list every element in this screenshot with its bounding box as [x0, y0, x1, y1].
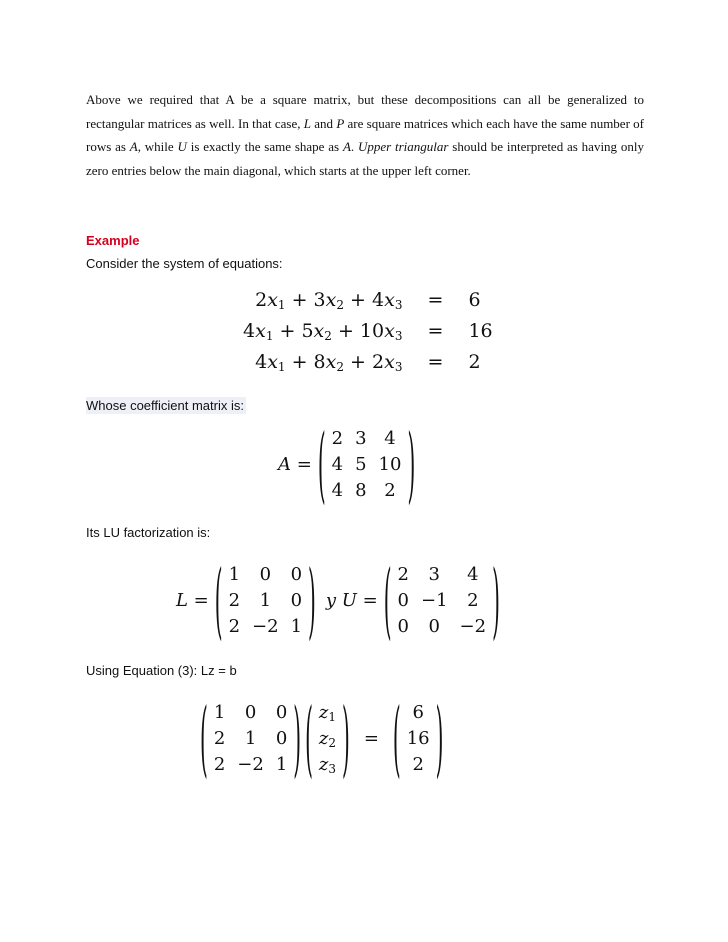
variable: $x_3$	[384, 350, 403, 374]
using-equation-caption: Using Equation (3): Lz = b	[86, 663, 237, 678]
equation-system	[243, 284, 493, 377]
var-L: L	[303, 115, 311, 131]
matrix-entry: 1	[275, 753, 288, 775]
matrix-entry: 2	[384, 479, 396, 501]
matrix-entry: $z_2$	[318, 727, 337, 750]
equation-row	[243, 315, 493, 346]
matrix-L	[223, 561, 308, 639]
matrix-entry: 1	[213, 701, 226, 723]
matrix-entry: 1	[244, 727, 257, 749]
matrix-row	[326, 477, 408, 503]
variable: $x_2$	[325, 288, 344, 312]
matrix-entry: −2	[459, 615, 487, 637]
paragraph-text: and	[311, 115, 337, 131]
matrix-entry: 2	[213, 753, 226, 775]
equation-lhs: $2x_1 + 3x_2 + 4x_3$	[255, 288, 403, 312]
intro-paragraph	[86, 88, 644, 182]
variable: $x_1$	[255, 319, 274, 343]
lu-equation	[176, 550, 500, 650]
equation-row	[243, 284, 493, 315]
matrix-entry: 16	[406, 727, 430, 749]
upper-triangular-term: Upper triangular	[357, 139, 449, 154]
matrix-row	[208, 725, 293, 751]
A-label: A =	[278, 453, 312, 475]
matrix-entry: 0	[290, 589, 303, 611]
matrix-entry: 5	[355, 453, 367, 475]
matrix-entry: $z_1$	[318, 701, 337, 724]
matrix-L	[208, 699, 293, 777]
variable: $x_3$	[384, 319, 403, 343]
right-paren: )	[342, 688, 350, 788]
matrix-entry: 2	[228, 589, 241, 611]
matrix-row	[208, 751, 293, 777]
lu-factorization-caption: Its LU factorization is:	[86, 525, 211, 540]
matrix-row	[401, 699, 436, 725]
matrix-entry: 0	[275, 701, 288, 723]
matrix-entry: 0	[397, 615, 409, 637]
left-paren: (	[214, 550, 223, 650]
matrix-row	[208, 699, 293, 725]
matrix-entry: 2	[228, 615, 241, 637]
matrix-row	[223, 613, 308, 639]
matrix-row	[313, 699, 342, 725]
matrix-entry: 2	[412, 753, 424, 775]
matrix-entry: 3	[428, 563, 440, 585]
coefficient-matrix-caption	[86, 398, 246, 413]
left-paren: (	[305, 688, 313, 788]
matrix-row	[313, 751, 342, 777]
paragraph-text: is exactly the same shape as	[186, 139, 343, 154]
matrix-entry: 4	[331, 479, 344, 501]
matrix-row	[401, 725, 436, 751]
right-paren: )	[407, 414, 416, 514]
matrix-entry: $z_3$	[318, 753, 337, 776]
equation-lhs: $4x_1 + 8x_2 + 2x_3$	[255, 350, 403, 374]
matrix-entry: 4	[331, 453, 344, 475]
matrix-row	[401, 751, 436, 777]
y-U-label: y U =	[325, 589, 378, 611]
variable: $x_3$	[384, 288, 403, 312]
matrix-U	[392, 561, 493, 639]
equation-row	[243, 346, 493, 377]
paragraph-text: , while	[137, 139, 178, 154]
matrix-entry: 6	[412, 701, 424, 723]
matrix-entry: 4	[467, 563, 479, 585]
matrix-row	[326, 425, 408, 451]
matrix-entry: 2	[467, 589, 479, 611]
var-P: P	[336, 115, 345, 131]
vector-z	[313, 699, 342, 777]
matrix-entry: 0	[397, 589, 409, 611]
left-paren: (	[200, 688, 208, 788]
left-paren: (	[317, 414, 326, 514]
matrix-entry: 0	[275, 727, 288, 749]
var-A: A	[129, 139, 138, 154]
matrix-row	[223, 561, 308, 587]
matrix-entry: 0	[244, 701, 257, 723]
right-paren: )	[293, 688, 302, 788]
variable: $x_2$	[313, 319, 332, 343]
consider-text: Consider the system of equations:	[86, 256, 283, 271]
example-heading: Example	[86, 233, 140, 248]
matrix-entry: −1	[420, 589, 448, 611]
L-label: L =	[176, 589, 209, 611]
var-A: A	[342, 139, 351, 154]
left-paren: (	[383, 550, 392, 650]
equation-rhs: 6	[468, 288, 481, 311]
matrix-entry: 2	[397, 563, 409, 585]
paragraph-text: are square matrices which each have the same number of rows as	[86, 115, 644, 154]
matrix-entry: −2	[252, 615, 279, 637]
equals-sign: =	[427, 319, 444, 342]
matrix-row	[223, 587, 308, 613]
matrix-row	[392, 613, 493, 639]
variable: $x_1$	[267, 288, 286, 312]
equals-sign: =	[427, 350, 444, 373]
right-paren: )	[492, 550, 500, 650]
matrix-entry: 1	[259, 589, 272, 611]
paragraph-text: should be interpreted as having only zero entries below the main diagonal, which starts at the upper left corner.	[86, 139, 644, 178]
var-U: U	[177, 139, 187, 154]
matrix-entry: 1	[228, 563, 241, 585]
matrix-row	[392, 587, 493, 613]
equation-rhs: 16	[468, 319, 493, 342]
matrix-entry: 0	[428, 615, 440, 637]
paragraph-text: .	[350, 139, 358, 154]
matrix-entry: 4	[384, 427, 396, 449]
matrix-entry: 10	[378, 453, 402, 475]
matrix-row	[313, 725, 342, 751]
right-paren: )	[308, 550, 316, 650]
equals-sign: =	[363, 727, 379, 749]
equation-lhs: $4x_1 + 5x_2 + 10x_3$	[243, 319, 403, 343]
paragraph-text: Above we required that A be a square matrix, but these decompositions can all be generalized to rectangular matrices as well. In that case,	[86, 92, 644, 131]
matrix-entry: −2	[237, 753, 264, 775]
vector-b	[401, 699, 436, 777]
equals-sign: =	[427, 288, 444, 311]
matrix-entry: 3	[355, 427, 367, 449]
matrix-A-equation	[278, 414, 416, 514]
matrix-entry: 2	[213, 727, 226, 749]
matrix-entry: 0	[290, 563, 303, 585]
variable: $x_1$	[267, 350, 286, 374]
matrix-entry: 1	[290, 615, 303, 637]
matrix-entry: 8	[355, 479, 367, 501]
left-paren: (	[392, 688, 401, 788]
matrix-row	[326, 451, 408, 477]
equation-rhs: 2	[468, 350, 481, 373]
highlighted-text: Whose coefficient matrix is:	[86, 398, 244, 413]
matrix-row	[392, 561, 493, 587]
lz-equals-b-equation	[200, 688, 444, 788]
matrix-entry: 0	[259, 563, 272, 585]
matrix-A	[326, 425, 408, 503]
variable: $x_2$	[325, 350, 344, 374]
matrix-entry: 2	[331, 427, 344, 449]
right-paren: )	[435, 688, 444, 788]
